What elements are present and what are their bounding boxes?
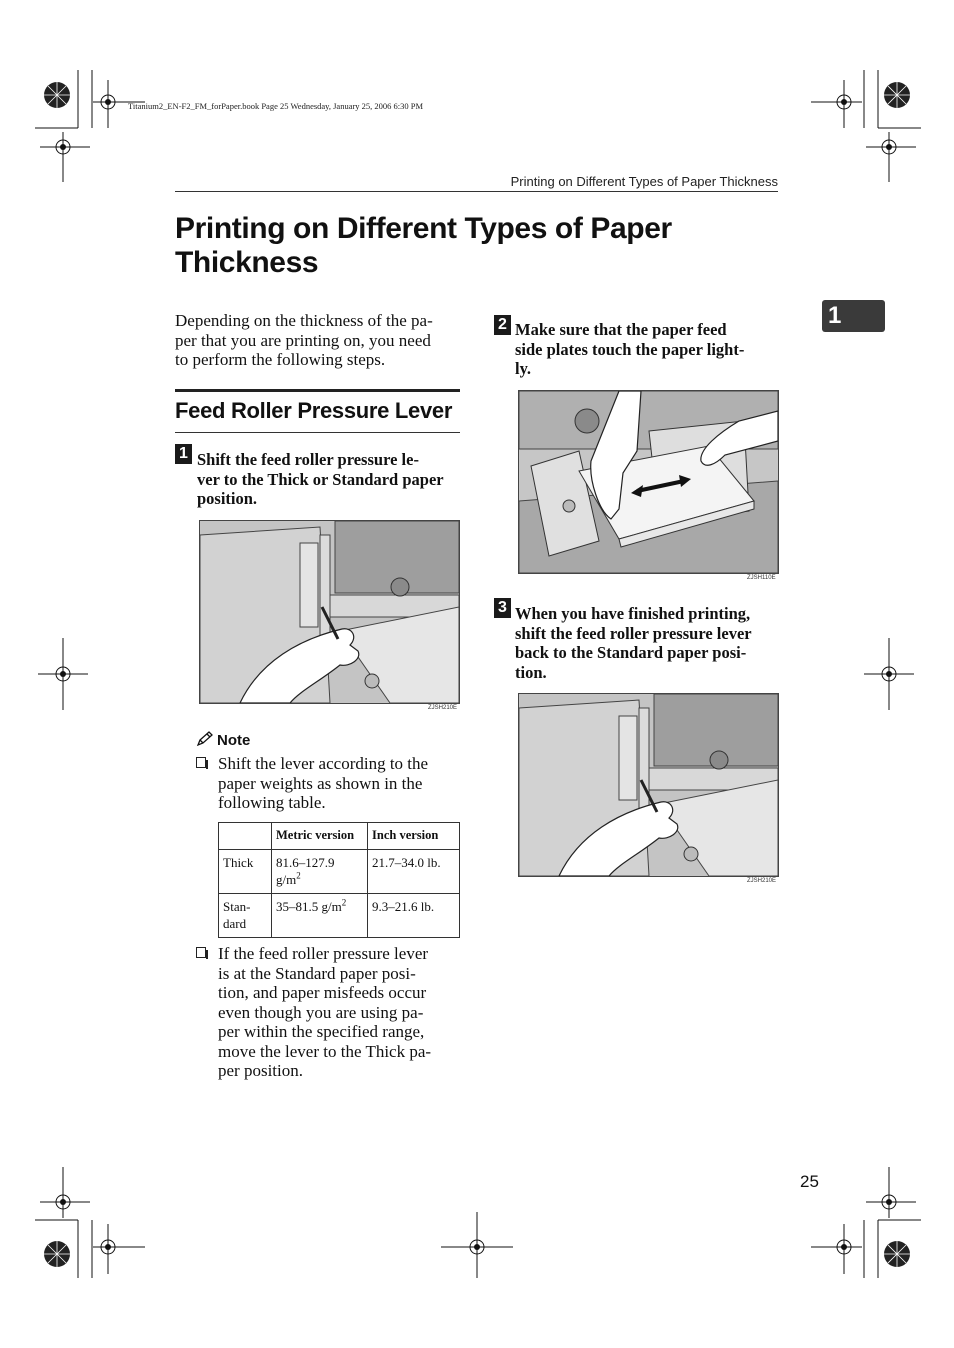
- table-cell: Thick: [219, 850, 272, 894]
- note-bullet-2-line: If the feed roller pressure lever: [218, 944, 429, 963]
- note-heading: [196, 731, 250, 749]
- metric-range: 35–81.5 g/m: [276, 899, 342, 914]
- crop-mark-top-left: [30, 70, 150, 190]
- note-bullet-2: [196, 944, 460, 1084]
- note-bullet-2-line: is at the Standard paper posi-: [218, 963, 416, 983]
- step-1-image-code: ZJSH210E: [428, 705, 458, 711]
- step-2-text: [515, 320, 778, 379]
- intro-paragraph: [175, 311, 460, 370]
- page-title-line-2: Thickness: [175, 246, 319, 279]
- header-rule: [175, 191, 778, 192]
- table-header-cell: Metric version: [272, 823, 368, 850]
- step-3-illustration: [518, 693, 779, 877]
- step-1-illustration: [199, 520, 460, 704]
- note-bullet-2-line: even though you are using pa-: [218, 1002, 424, 1022]
- note-bullet-1-line: Shift the lever according to the: [218, 754, 429, 773]
- chapter-tab: 1: [822, 300, 885, 332]
- file-info-line: Titanium2_EN-F2_FM_forPaper.book Page 25 Wednesday, January 25, 2006 6:30 PM: [128, 101, 424, 111]
- pencil-icon: [196, 731, 214, 747]
- step-1-number: 1: [175, 444, 192, 464]
- row-label: dard: [223, 916, 247, 931]
- crop-mark-top-right: [806, 70, 926, 190]
- step-1-line: ver to the Thick or Standard paper: [197, 469, 444, 489]
- crop-mark-middle-left: [38, 638, 88, 710]
- checkbox-bullet-icon: [196, 947, 206, 958]
- step-1-text: [197, 450, 460, 509]
- crop-mark-middle-right: [864, 638, 914, 710]
- note-label: Note: [217, 732, 251, 749]
- metric-unit: g/m: [276, 872, 297, 887]
- page-title: [175, 212, 795, 280]
- note-bullet-1-line: following table.: [218, 793, 326, 812]
- section-rule-top: [175, 389, 460, 392]
- note-bullet-2-line: per within the specified range,: [218, 1022, 425, 1041]
- section-rule-bottom: [175, 432, 460, 433]
- step-1-line: Shift the feed roller pressure le-: [197, 450, 419, 469]
- checkbox-bullet-icon: [196, 757, 206, 768]
- table-cell: 21.7–34.0 lb.: [368, 850, 460, 894]
- metric-range: 81.6–127.9: [276, 855, 335, 870]
- intro-line: per that you are printing on, you need: [175, 330, 431, 350]
- step-3-line: tion.: [515, 662, 547, 682]
- step-2-line: Make sure that the paper feed: [515, 320, 727, 339]
- table-row: [219, 850, 460, 894]
- step-2-line: ly.: [515, 359, 532, 378]
- step-3-line: back to the Standard paper posi-: [515, 643, 747, 662]
- unit-superscript: 2: [296, 870, 301, 881]
- unit-superscript: 2: [341, 897, 347, 908]
- table-row: [219, 894, 460, 938]
- intro-line: to perform the following steps.: [175, 350, 386, 369]
- page-title-line-1: Printing on Different Types of Paper: [175, 212, 672, 245]
- note-bullet-2-line: per position.: [218, 1061, 303, 1080]
- table-header-cell: [219, 823, 272, 850]
- note-bullet-1: [196, 754, 460, 814]
- paper-weight-table: [218, 822, 460, 938]
- table-cell: 9.3–21.6 lb.: [368, 894, 460, 938]
- step-3-number: 3: [494, 598, 511, 618]
- table-cell: [219, 894, 272, 938]
- step-2-line: side plates touch the paper light-: [515, 339, 745, 359]
- note-bullet-1-line: paper weights as shown in the: [218, 773, 423, 793]
- step-1-line: position.: [197, 489, 258, 508]
- table-cell: [272, 894, 368, 938]
- page-number: 25: [800, 1172, 819, 1191]
- table-header-row: [219, 823, 460, 850]
- step-3-image-code: ZJSH210E: [747, 878, 777, 884]
- step-3-text: [515, 604, 778, 682]
- step-2-number: 2: [494, 315, 511, 335]
- crop-mark-bottom-left: [30, 1162, 150, 1282]
- table-header-cell: Inch version: [368, 823, 460, 850]
- step-3-line: shift the feed roller pressure lever: [515, 623, 752, 643]
- intro-line: Depending on the thickness of the pa-: [175, 311, 433, 330]
- step-2-illustration: [518, 390, 779, 574]
- table-cell: [272, 850, 368, 894]
- crop-mark-bottom-center: [441, 1212, 513, 1278]
- running-head: Printing on Different Types of Paper Thickness: [510, 174, 778, 189]
- section-title: Feed Roller Pressure Lever: [175, 398, 453, 423]
- crop-mark-bottom-right: [806, 1162, 926, 1282]
- step-3-line: When you have finished printing,: [515, 604, 751, 623]
- note-bullet-2-line: move the lever to the Thick pa-: [218, 1041, 432, 1061]
- row-label: Stan-: [223, 899, 251, 914]
- note-bullet-2-line: tion, and paper misfeeds occur: [218, 983, 427, 1002]
- step-2-image-code: ZJSH110E: [747, 575, 776, 581]
